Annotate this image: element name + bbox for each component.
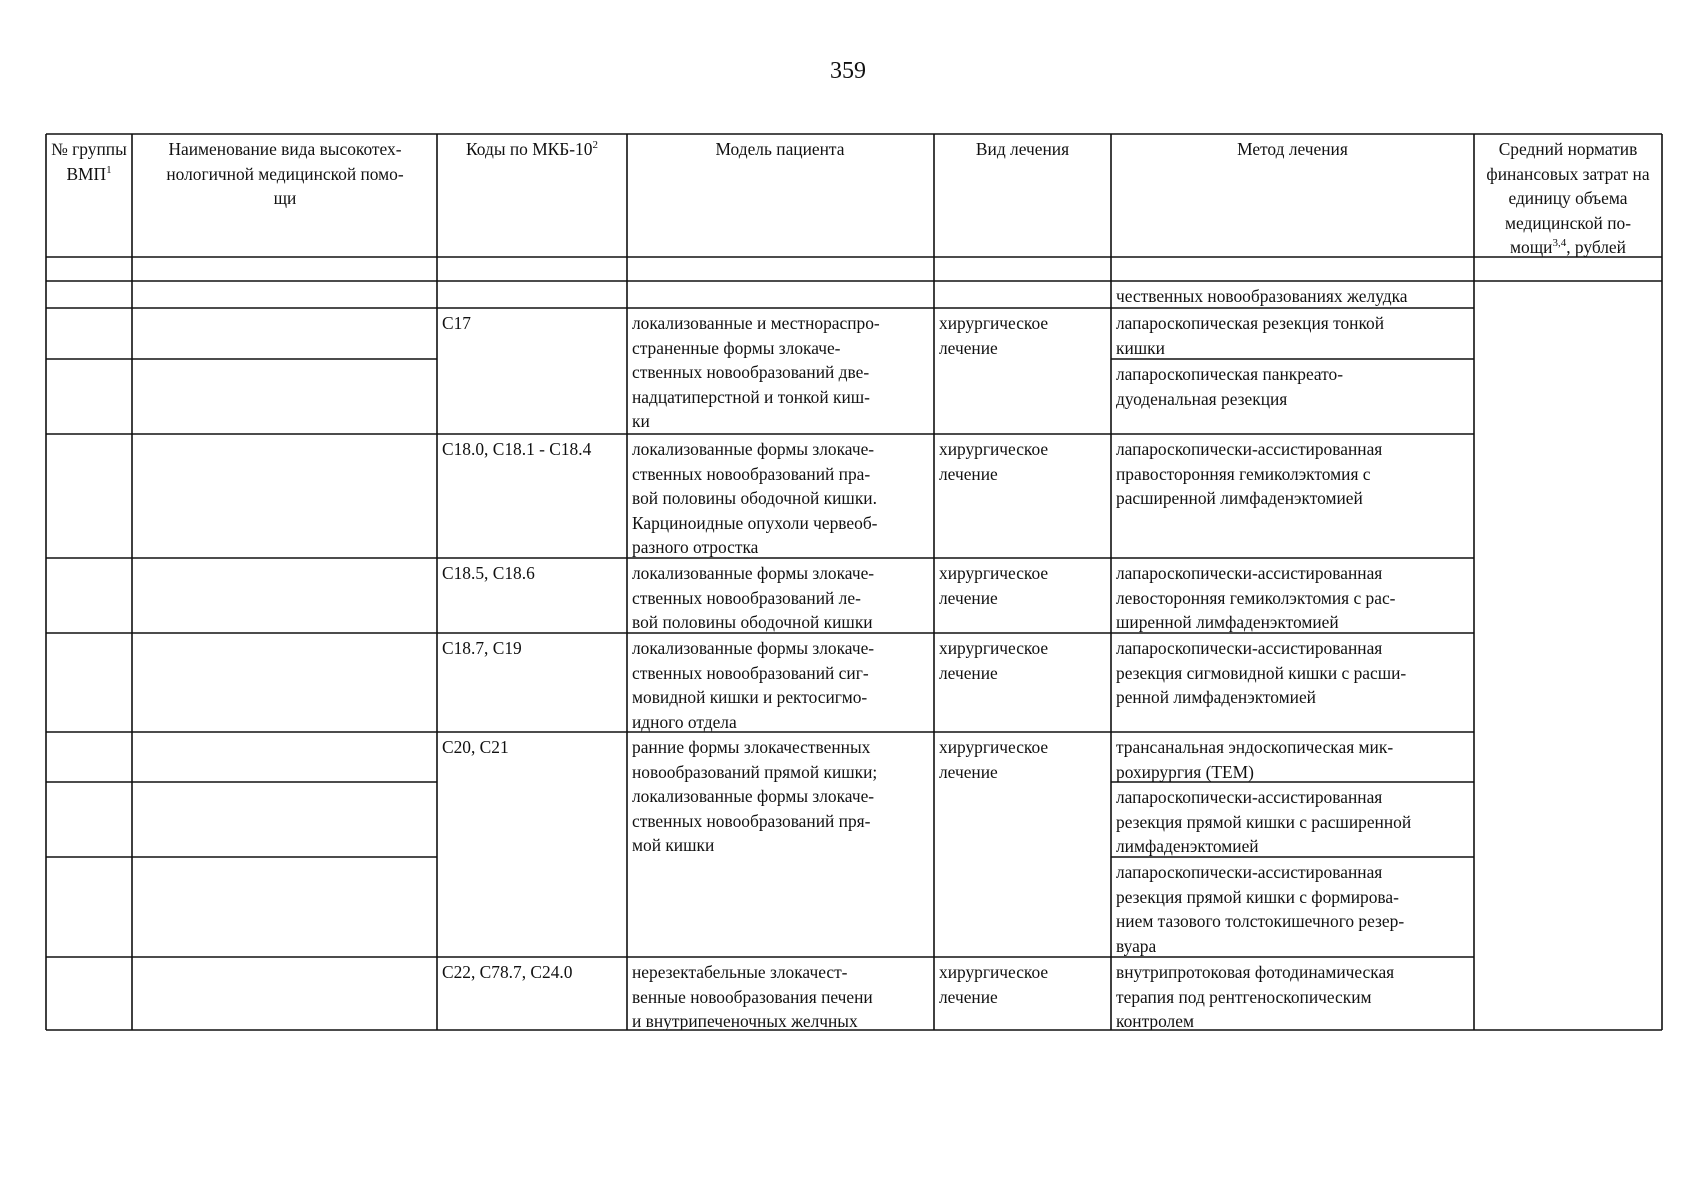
treatment-method: лапароскопически-ассистированная резекция прямой кишки с формирова- нием тазового толстокишечного резер- вуара	[1116, 862, 1405, 956]
treatment-method: лапароскопически-ассистированная резекция прямой кишки с расширенной лимфаденэктомией	[1116, 787, 1412, 856]
header-group-number: № группы ВМП$^1$	[51, 139, 127, 184]
treatment-method: лапароскопически-ассистированная левосторонняя гемиколэктомия с рас- ширенной лимфаденэктомией	[1116, 563, 1396, 632]
icd-code: C18.0, C18.1 - C18.4	[442, 439, 592, 459]
page-number: 359	[830, 58, 866, 84]
treatment-type: хирургическое лечение	[939, 737, 1049, 782]
treatment-method: лапароскопическая панкреато- дуоденальная резекция	[1116, 364, 1344, 409]
header-patient-model: Модель пациента	[715, 139, 845, 159]
treatment-type: хирургическое лечение	[939, 313, 1049, 358]
icd-code: C17	[442, 313, 471, 333]
treatment-method: лапароскопически-ассистированная резекция сигмовидной кишки с расши- ренной лимфаденэктомией	[1116, 638, 1407, 707]
patient-model: локализованные формы злокаче- ственных новообразований сиг- мовидной кишки и ректосигмо- идного отдела	[632, 638, 875, 732]
treatment-method: внутрипротоковая фотодинамическая терапия под рентгеноскопическим контролем	[1116, 962, 1395, 1030]
patient-model: локализованные формы злокаче- ственных новообразований пра- вой половины ободочной кишки. Карциноидные опухоли червеоб- разного отростка	[632, 439, 878, 557]
header-treatment-type: Вид лечения	[975, 139, 1070, 159]
header-icd-codes: Коды по МКБ-$10^2$	[466, 139, 598, 159]
treatment-type: хирургическое лечение	[939, 563, 1049, 608]
header-avg-cost: Средний норматив финансовых затрат на единицу объема медицинской по- мощи$^{3,4}$, рублей	[1486, 139, 1650, 257]
patient-model: локализованные и местнораспро- страненные формы злокаче- ственных новообразований две- надцатиперстной и тонкой киш- ки	[632, 313, 880, 431]
icd-code: C22, C78.7, C24.0	[442, 962, 573, 982]
header-treatment-method: Метод лечения	[1237, 139, 1348, 159]
patient-model: локализованные формы злокаче- ственных новообразований ле- вой половины ободочной кишки	[632, 563, 875, 632]
treatment-method: лапароскопически-ассистированная правосторонняя гемиколэктомия с расширенной лимфаденэктомией	[1116, 439, 1383, 508]
treatment-method: лапароскопическая резекция тонкой кишки	[1116, 313, 1385, 358]
treatment-type: хирургическое лечение	[939, 962, 1049, 1007]
carry-over-method: чественных новообразованиях желудка	[1116, 286, 1408, 306]
icd-code: C18.5, C18.6	[442, 563, 535, 583]
icd-code: C20, C21	[442, 737, 509, 757]
patient-model: ранние формы злокачественных новообразований прямой кишки; локализованные формы злокаче- ственных новообразований пря- мой кишки	[632, 737, 878, 855]
patient-model: нерезектабельные злокачест- венные новообразования печени и внутрипеченочных желчных	[632, 962, 873, 1030]
icd-code: C18.7, C19	[442, 638, 522, 658]
treatment-type: хирургическое лечение	[939, 638, 1049, 683]
treatment-method: трансанальная эндоскопическая мик- рохирургия (ТЕМ)	[1116, 737, 1394, 782]
header-care-type: Наименование вида высокотех- нологичной медицинской помо- щи	[166, 139, 404, 208]
treatment-type: хирургическое лечение	[939, 439, 1049, 484]
